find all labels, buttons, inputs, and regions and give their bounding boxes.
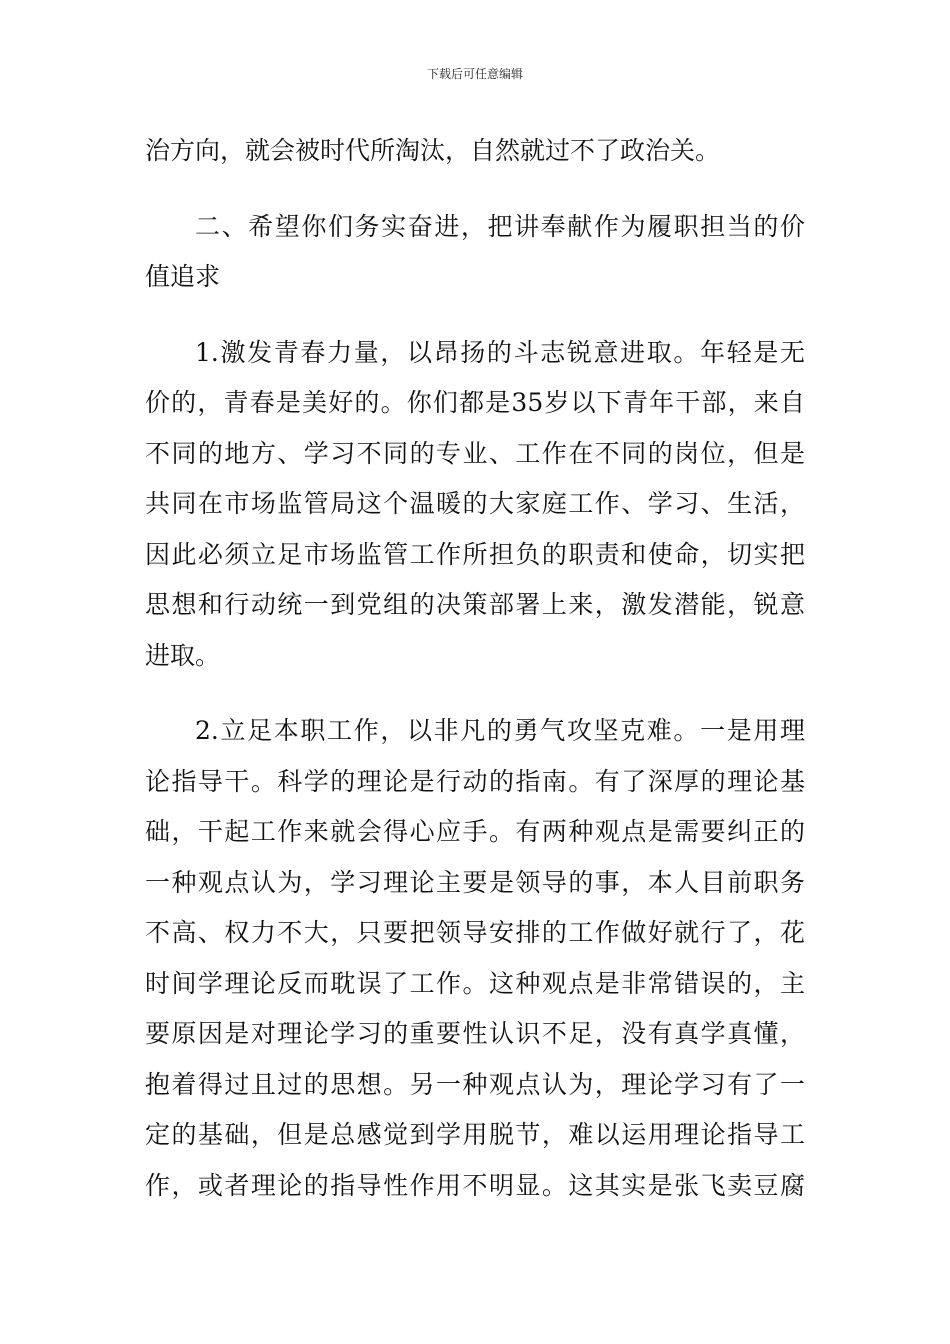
text-line: 价的，青春是美好的。你们都是35岁以下青年干部，来自 — [145, 388, 805, 417]
text-line: 不高、权力不大，只要把领导安排的工作做好就行了，花 — [145, 918, 805, 947]
text-line: 二、希望你们务实奋进，把讲奉献作为履职担当的价 — [195, 211, 805, 241]
paragraph-point-1 — [145, 328, 805, 682]
text-line: 抱着得过且过的思想。另一种观点认为，理论学习有了一 — [145, 1069, 805, 1099]
text-line: 治方向，就会被时代所淘汰，自然就过不了政治关。 — [145, 136, 721, 165]
page-header: 下载后可任意编辑 — [426, 67, 523, 81]
paragraph-point-2 — [145, 706, 805, 1211]
text-line: 论指导干。科学的理论是行动的指南。有了深厚的理论基 — [145, 766, 805, 796]
text-line: 要原因是对理论学习的重要性认识不足，没有真学真懂， — [145, 1019, 805, 1048]
text-line: 值追求 — [145, 262, 221, 291]
text-line: 础，干起工作来就会得心应手。有两种观点是需要纠正的 — [145, 817, 805, 846]
text-line: 作，或者理论的指导性作用不明显。这其实是张飞卖豆腐 — [145, 1170, 805, 1200]
text-line: 共同在市场监管局这个温暖的大家庭工作、学习、生活， — [145, 489, 805, 518]
text-line: 定的基础，但是总感觉到学用脱节，难以运用理论指导工 — [145, 1120, 805, 1149]
text-line: 不同的地方、学习不同的专业、工作在不同的岗位，但是 — [145, 438, 805, 468]
text-line: 思想和行动统一到党组的决策部署上来，激发潜能，锐意 — [145, 590, 805, 619]
text-line: 一种观点认为，学习理论主要是领导的事，本人目前职务 — [145, 867, 805, 897]
text-line: 2.立足本职工作，以非凡的勇气攻坚克难。一是用理 — [195, 716, 805, 745]
text-line: 进取。 — [145, 640, 221, 670]
text-line: 因此必须立足市场监管工作所担负的职责和使命，切实把 — [145, 539, 805, 569]
text-line: 1.激发青春力量，以昂扬的斗志锐意进取。年轻是无 — [195, 337, 805, 367]
paragraph-continuation — [145, 126, 805, 177]
text-line: 时间学理论反而耽误了工作。这种观点是非常错误的，主 — [145, 968, 805, 998]
section-heading — [145, 202, 805, 303]
document-body — [145, 126, 805, 1211]
